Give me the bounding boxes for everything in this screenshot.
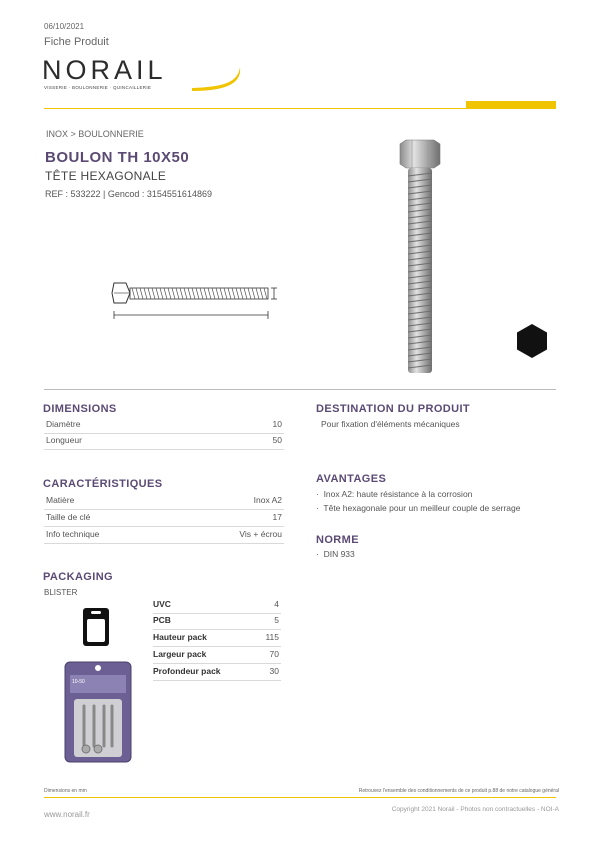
- characteristics-row-material: [44, 494, 284, 510]
- destination-text: Pour fixation d'éléments mécaniques: [321, 419, 460, 429]
- product-reference: REF : 533222 | Gencod : 3154551614869: [45, 189, 212, 199]
- packaging-row-pcb: [153, 614, 281, 630]
- norm-title: NORME: [316, 534, 359, 546]
- row-value: Inox A2: [253, 495, 282, 505]
- breadcrumb: INOX > BOULONNERIE: [46, 129, 144, 139]
- row-label: Matière: [46, 495, 75, 505]
- row-value: 4: [274, 599, 279, 609]
- row-label: Longueur: [46, 435, 82, 445]
- row-label: PCB: [153, 615, 171, 625]
- row-label: Largeur pack: [153, 649, 207, 659]
- norm-text: DIN 933: [323, 549, 355, 559]
- document-date: 06/10/2021: [44, 22, 85, 31]
- row-label: Info technique: [46, 529, 100, 539]
- product-subtitle: TÊTE HEXAGONALE: [45, 169, 167, 183]
- advantage-text: Tête hexagonale pour un meilleur couple de serrage: [323, 503, 521, 513]
- brand-tagline: VISSERIE · BOULONNERIE · QUINCAILLERIE: [44, 85, 152, 90]
- footer-divider: [44, 797, 556, 798]
- blister-pack-icon: [82, 607, 110, 647]
- norm-item: · DIN 933: [316, 549, 355, 559]
- dimensions-row-diameter: [44, 418, 284, 434]
- row-label: Hauteur pack: [153, 632, 207, 642]
- brand-logo: [42, 55, 252, 95]
- blister-package-photo: [64, 661, 132, 763]
- dimensions-row-length: [44, 434, 284, 450]
- row-value: 5: [274, 615, 279, 625]
- header-divider: [44, 108, 556, 109]
- packaging-title: PACKAGING: [43, 571, 114, 583]
- characteristics-title: CARACTÉRISTIQUES: [43, 478, 163, 490]
- row-label: Diamètre: [46, 419, 81, 429]
- row-label: UVC: [153, 599, 171, 609]
- section-divider: [44, 389, 556, 390]
- packaging-row-uvc: [153, 598, 281, 614]
- row-value: 70: [269, 649, 279, 659]
- characteristics-row-key-size: [44, 511, 284, 527]
- footer-website-link[interactable]: www.norail.fr: [44, 810, 90, 819]
- advantage-item: · Inox A2: haute résistance à la corrosion: [316, 489, 473, 499]
- row-value: 115: [265, 632, 279, 642]
- row-value: 30: [269, 666, 279, 676]
- advantage-item: · Tête hexagonale pour un meilleur couple de serrage: [316, 503, 521, 513]
- row-value: Vis + écrou: [239, 529, 282, 539]
- packaging-row-depth: [153, 665, 281, 681]
- dimensions-title: DIMENSIONS: [43, 403, 117, 415]
- product-title: BOULON TH 10X50: [45, 149, 190, 166]
- hexagon-head-icon: [516, 323, 548, 359]
- packaging-row-width: [153, 648, 281, 664]
- row-value: 10: [272, 419, 282, 429]
- blister-size-label: 10-50: [72, 679, 85, 685]
- footer-copyright: Copyright 2021 Norail - Photos non contractuelles - NOI-A: [391, 806, 559, 813]
- packaging-row-height: [153, 631, 281, 647]
- row-value: 17: [272, 512, 282, 522]
- header-accent-tab: [466, 101, 556, 108]
- footer-catalog-note: Retrouvez l'ensemble des conditionnements de ce produit p.88 de notre catalogue général: [358, 788, 559, 794]
- document-type: Fiche Produit: [44, 36, 109, 48]
- row-value: 50: [272, 435, 282, 445]
- advantages-title: AVANTAGES: [316, 473, 387, 485]
- bolt-technical-drawing: [108, 280, 283, 322]
- packaging-type: BLISTER: [44, 588, 78, 597]
- row-label: Taille de clé: [46, 512, 91, 522]
- footer-units-note: Dimensions en mm: [44, 788, 87, 794]
- bolt-product-photo: [392, 138, 448, 378]
- row-label: Profondeur pack: [153, 666, 221, 676]
- destination-title: DESTINATION DU PRODUIT: [316, 403, 471, 415]
- brand-name: NORAIL: [42, 55, 167, 85]
- characteristics-row-technical-info: [44, 528, 284, 544]
- advantage-text: Inox A2: haute résistance à la corrosion: [323, 489, 473, 499]
